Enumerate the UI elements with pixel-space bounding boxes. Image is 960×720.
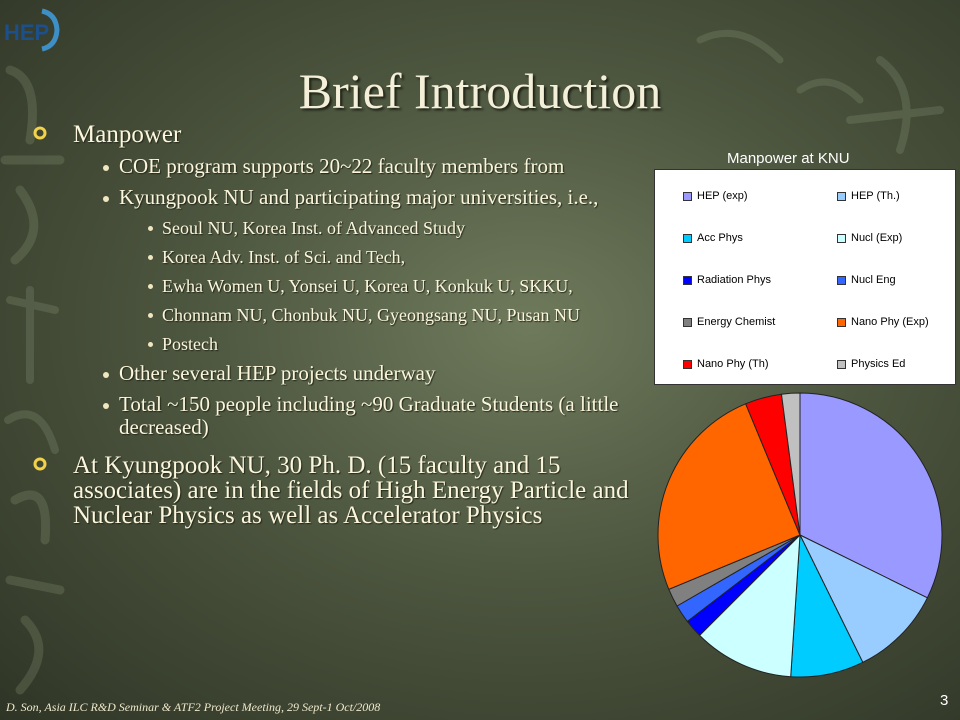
legend-label: Physics Ed (851, 358, 906, 370)
legend-label: Nucl (Exp) (851, 232, 903, 244)
chart-legend (654, 169, 956, 385)
hep-logo (2, 8, 60, 52)
legend-item (837, 274, 896, 286)
legend-item (683, 316, 775, 328)
legend-swatch (837, 276, 846, 285)
legend-swatch (837, 360, 846, 369)
legend-swatch (683, 276, 692, 285)
bullet-list (55, 122, 655, 528)
legend-swatch (683, 192, 692, 201)
bullet-total-people: Total ~150 people including ~90 Graduate Students (a little decreased) (119, 393, 655, 439)
legend-label: Nucl Eng (851, 274, 896, 286)
legend-label: Nano Phy (Exp) (851, 316, 929, 328)
legend-item (837, 190, 900, 202)
legend-item (683, 274, 771, 286)
legend-swatch (683, 234, 692, 243)
legend-swatch (837, 318, 846, 327)
legend-swatch (683, 360, 692, 369)
legend-item (683, 190, 748, 202)
bullet-chonnam: Chonnam NU, Chonbuk NU, Gyeongsang NU, Pusan NU (162, 305, 655, 325)
svg-text:HEP: HEP (4, 20, 50, 45)
legend-item (837, 316, 929, 328)
bullet-kyungpook: Kyungpook NU and participating major universities, i.e., (119, 186, 655, 209)
ring-bullet-icon (33, 457, 47, 471)
legend-label: HEP (exp) (697, 190, 748, 202)
chart-title: Manpower at KNU (727, 150, 850, 167)
slide-title: Brief Introduction (298, 63, 662, 119)
legend-label: Radiation Phys (697, 274, 771, 286)
bullet-knu-phd: At Kyungpook NU, 30 Ph. D. (15 faculty and 15 associates) are in the fields of High Energy Particle and Nuclear Physics as well as Accelerator Physics (55, 453, 655, 528)
legend-label: Energy Chemist (697, 316, 776, 328)
legend-item (683, 358, 769, 370)
bullet-postech: Postech (162, 334, 655, 354)
bullet-kaist: Korea Adv. Inst. of Sci. and Tech, (162, 247, 655, 267)
legend-label: HEP (Th.) (851, 190, 900, 202)
legend-swatch (837, 234, 846, 243)
page-number: 3 (940, 692, 949, 709)
legend-item (837, 232, 902, 244)
bullet-other-projects: Other several HEP projects underway (119, 362, 655, 385)
footer-citation: D. Son, Asia ILC R&D Seminar & ATF2 Project Meeting, 29 Sept-1 Oct/2008 (6, 700, 381, 714)
legend-label: Acc Phys (697, 232, 743, 244)
legend-item (683, 232, 743, 244)
bullet-seoul: Seoul NU, Korea Inst. of Advanced Study (162, 218, 655, 238)
ring-bullet-icon (33, 126, 47, 140)
legend-swatch (683, 318, 692, 327)
bullet-manpower: Manpower (55, 122, 655, 147)
legend-swatch (837, 192, 846, 201)
bullet-coe: COE program supports 20~22 faculty members from (119, 155, 655, 178)
legend-label: Nano Phy (Th) (697, 358, 769, 370)
pie-chart (650, 380, 950, 680)
bullet-ewha: Ewha Women U, Yonsei U, Korea U, Konkuk U, SKKU, (162, 276, 655, 296)
legend-item (837, 358, 905, 370)
